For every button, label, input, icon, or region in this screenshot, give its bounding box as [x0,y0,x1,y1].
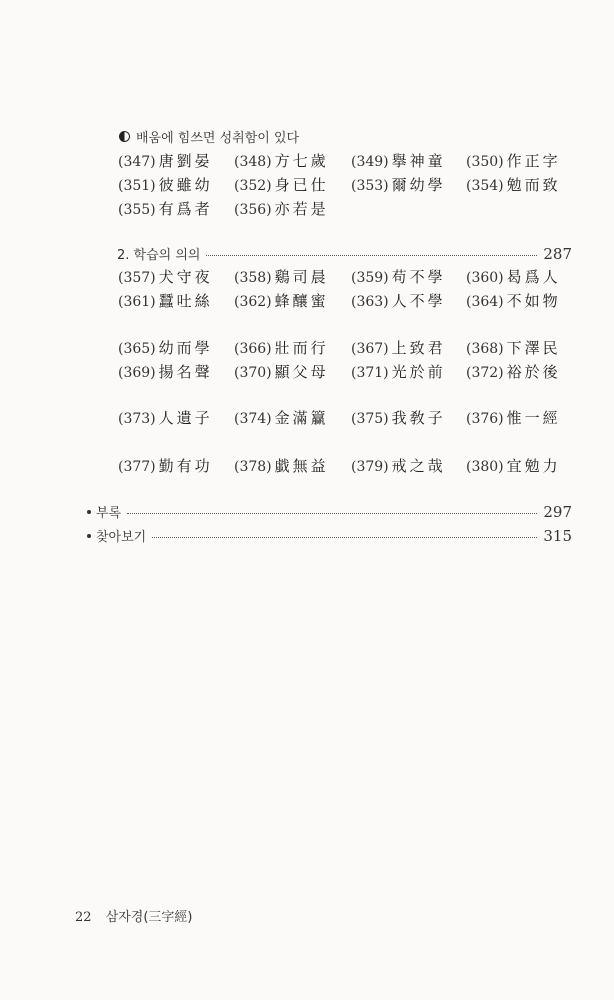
toc-entry-appendix[interactable] [87,502,572,521]
verse-text: 彼雖幼 [158,176,213,194]
verse-entry [118,455,234,476]
leader-dots [152,537,537,538]
verse-number: (378) [234,459,272,475]
leader-dots [206,255,537,256]
verse-number: (367) [351,341,389,357]
verse-entry [351,290,466,311]
verse-number: (354) [466,178,504,194]
verse-text: 犬守夜 [158,268,213,286]
verse-text: 有爲者 [158,200,213,218]
section-title: 배움에 힘쓰면 성취함이 있다 [136,131,300,146]
verse-entry [466,266,576,287]
verse-entry [118,337,234,358]
verse-number: (377) [118,459,156,475]
verse-entry [351,361,466,382]
verse-entry [351,174,466,195]
verse-number: (373) [118,411,156,427]
verse-number: (352) [234,178,272,194]
verse-entry [351,407,466,428]
verse-number: (349) [351,154,389,170]
verse-text: 揚名聲 [158,363,213,381]
toc-entry-chapter-2[interactable] [117,244,572,263]
verse-text: 金滿籯 [274,409,329,427]
verse-entry [118,361,234,382]
bullet-icon [87,534,91,538]
verse-text: 勉而致 [506,176,561,194]
verse-text: 蠶吐絲 [158,292,213,310]
verse-entry [118,407,234,428]
verse-text: 幼而學 [158,339,213,357]
verse-text: 顯父母 [274,363,329,381]
verse-text: 下澤民 [506,339,561,357]
verse-text: 作正字 [506,152,561,170]
verse-entry [118,174,234,195]
verse-row [118,174,576,196]
verse-text: 亦若是 [274,200,329,218]
verse-number: (355) [118,202,156,218]
verse-number: (380) [466,459,504,475]
verse-text: 戱無益 [274,457,329,475]
verse-text: 苟不學 [391,268,446,286]
verse-entry [351,266,466,287]
verse-number: (366) [234,341,272,357]
verse-entry [234,337,351,358]
verse-text: 不如物 [506,292,561,310]
verse-entry [351,150,466,171]
verse-entry [466,407,576,428]
verse-entry [466,337,576,358]
verse-row [118,337,576,359]
verse-entry [234,407,351,428]
verse-entry [234,290,351,311]
verse-entry [466,150,576,171]
verse-row [118,361,576,383]
verse-row [118,455,576,477]
toc-entry-label: 부록 [96,506,122,521]
verse-number: (358) [234,270,272,286]
verse-text: 唐劉晏 [158,152,213,170]
verse-number: (365) [118,341,156,357]
verse-entry [234,150,351,171]
verse-number: (361) [118,294,156,310]
toc-page-number: 315 [543,527,572,545]
toc-entry-index[interactable] [87,526,572,545]
verse-entry [118,266,234,287]
verse-text: 惟一經 [506,409,561,427]
book-title: 삼자경(三字經) [105,910,193,925]
verse-text: 人遺子 [158,409,213,427]
verse-entry [351,455,466,476]
verse-entry [466,174,576,195]
verse-number: (369) [118,365,156,381]
verse-entry [234,266,351,287]
verse-entry [466,290,576,311]
verse-text: 勤有功 [158,457,213,475]
verse-text: 壯而行 [274,339,329,357]
verse-number: (371) [351,365,389,381]
verse-number: (370) [234,365,272,381]
verse-text: 爾幼學 [391,176,446,194]
verse-row [118,407,576,429]
verse-number: (351) [118,178,156,194]
toc-page-number: 287 [543,245,572,263]
verse-entry [234,174,351,195]
verse-entry [234,455,351,476]
toc-page-number: 297 [543,503,572,521]
verse-entry [466,361,576,382]
verse-number: (353) [351,178,389,194]
page-number: 22 [75,910,92,925]
verse-text: 人不學 [391,292,446,310]
verse-row [118,198,351,220]
verse-text: 宜勉力 [506,457,561,475]
verse-entry [234,198,351,219]
verse-entry [118,290,234,311]
bullet-icon [87,510,91,514]
verse-number: (379) [351,459,389,475]
verse-number: (348) [234,154,272,170]
verse-text: 裕於後 [506,363,561,381]
toc-entry-label: 2. 학습의 의의 [117,248,201,263]
verse-number: (360) [466,270,504,286]
verse-text: 我敎子 [391,409,446,427]
verse-text: 鷄司晨 [274,268,329,286]
verse-entry [234,361,351,382]
verse-number: (368) [466,341,504,357]
page-footer [75,906,193,925]
verse-number: (372) [466,365,504,381]
verse-row [118,150,576,172]
verse-text: 蜂釀蜜 [274,292,329,310]
verse-number: (357) [118,270,156,286]
toc-entry-label: 찾아보기 [96,530,147,545]
verse-number: (356) [234,202,272,218]
verse-text: 光於前 [391,363,446,381]
verse-row [118,266,576,288]
verse-number: (376) [466,411,504,427]
verse-entry [118,198,234,219]
half-filled-circle-icon [119,131,130,142]
section-heading [119,127,299,146]
verse-text: 戒之哉 [391,457,446,475]
verse-entry [118,150,234,171]
verse-number: (359) [351,270,389,286]
verse-text: 上致君 [391,339,446,357]
verse-number: (363) [351,294,389,310]
verse-number: (364) [466,294,504,310]
leader-dots [127,513,537,514]
verse-text: 曷爲人 [506,268,561,286]
verse-number: (374) [234,411,272,427]
verse-number: (362) [234,294,272,310]
verse-text: 擧神童 [391,152,446,170]
verse-number: (350) [466,154,504,170]
verse-entry [351,337,466,358]
verse-number: (375) [351,411,389,427]
verse-number: (347) [118,154,156,170]
verse-row [118,290,576,312]
verse-text: 方七歲 [274,152,329,170]
verse-entry [466,455,576,476]
verse-text: 身已仕 [274,176,329,194]
